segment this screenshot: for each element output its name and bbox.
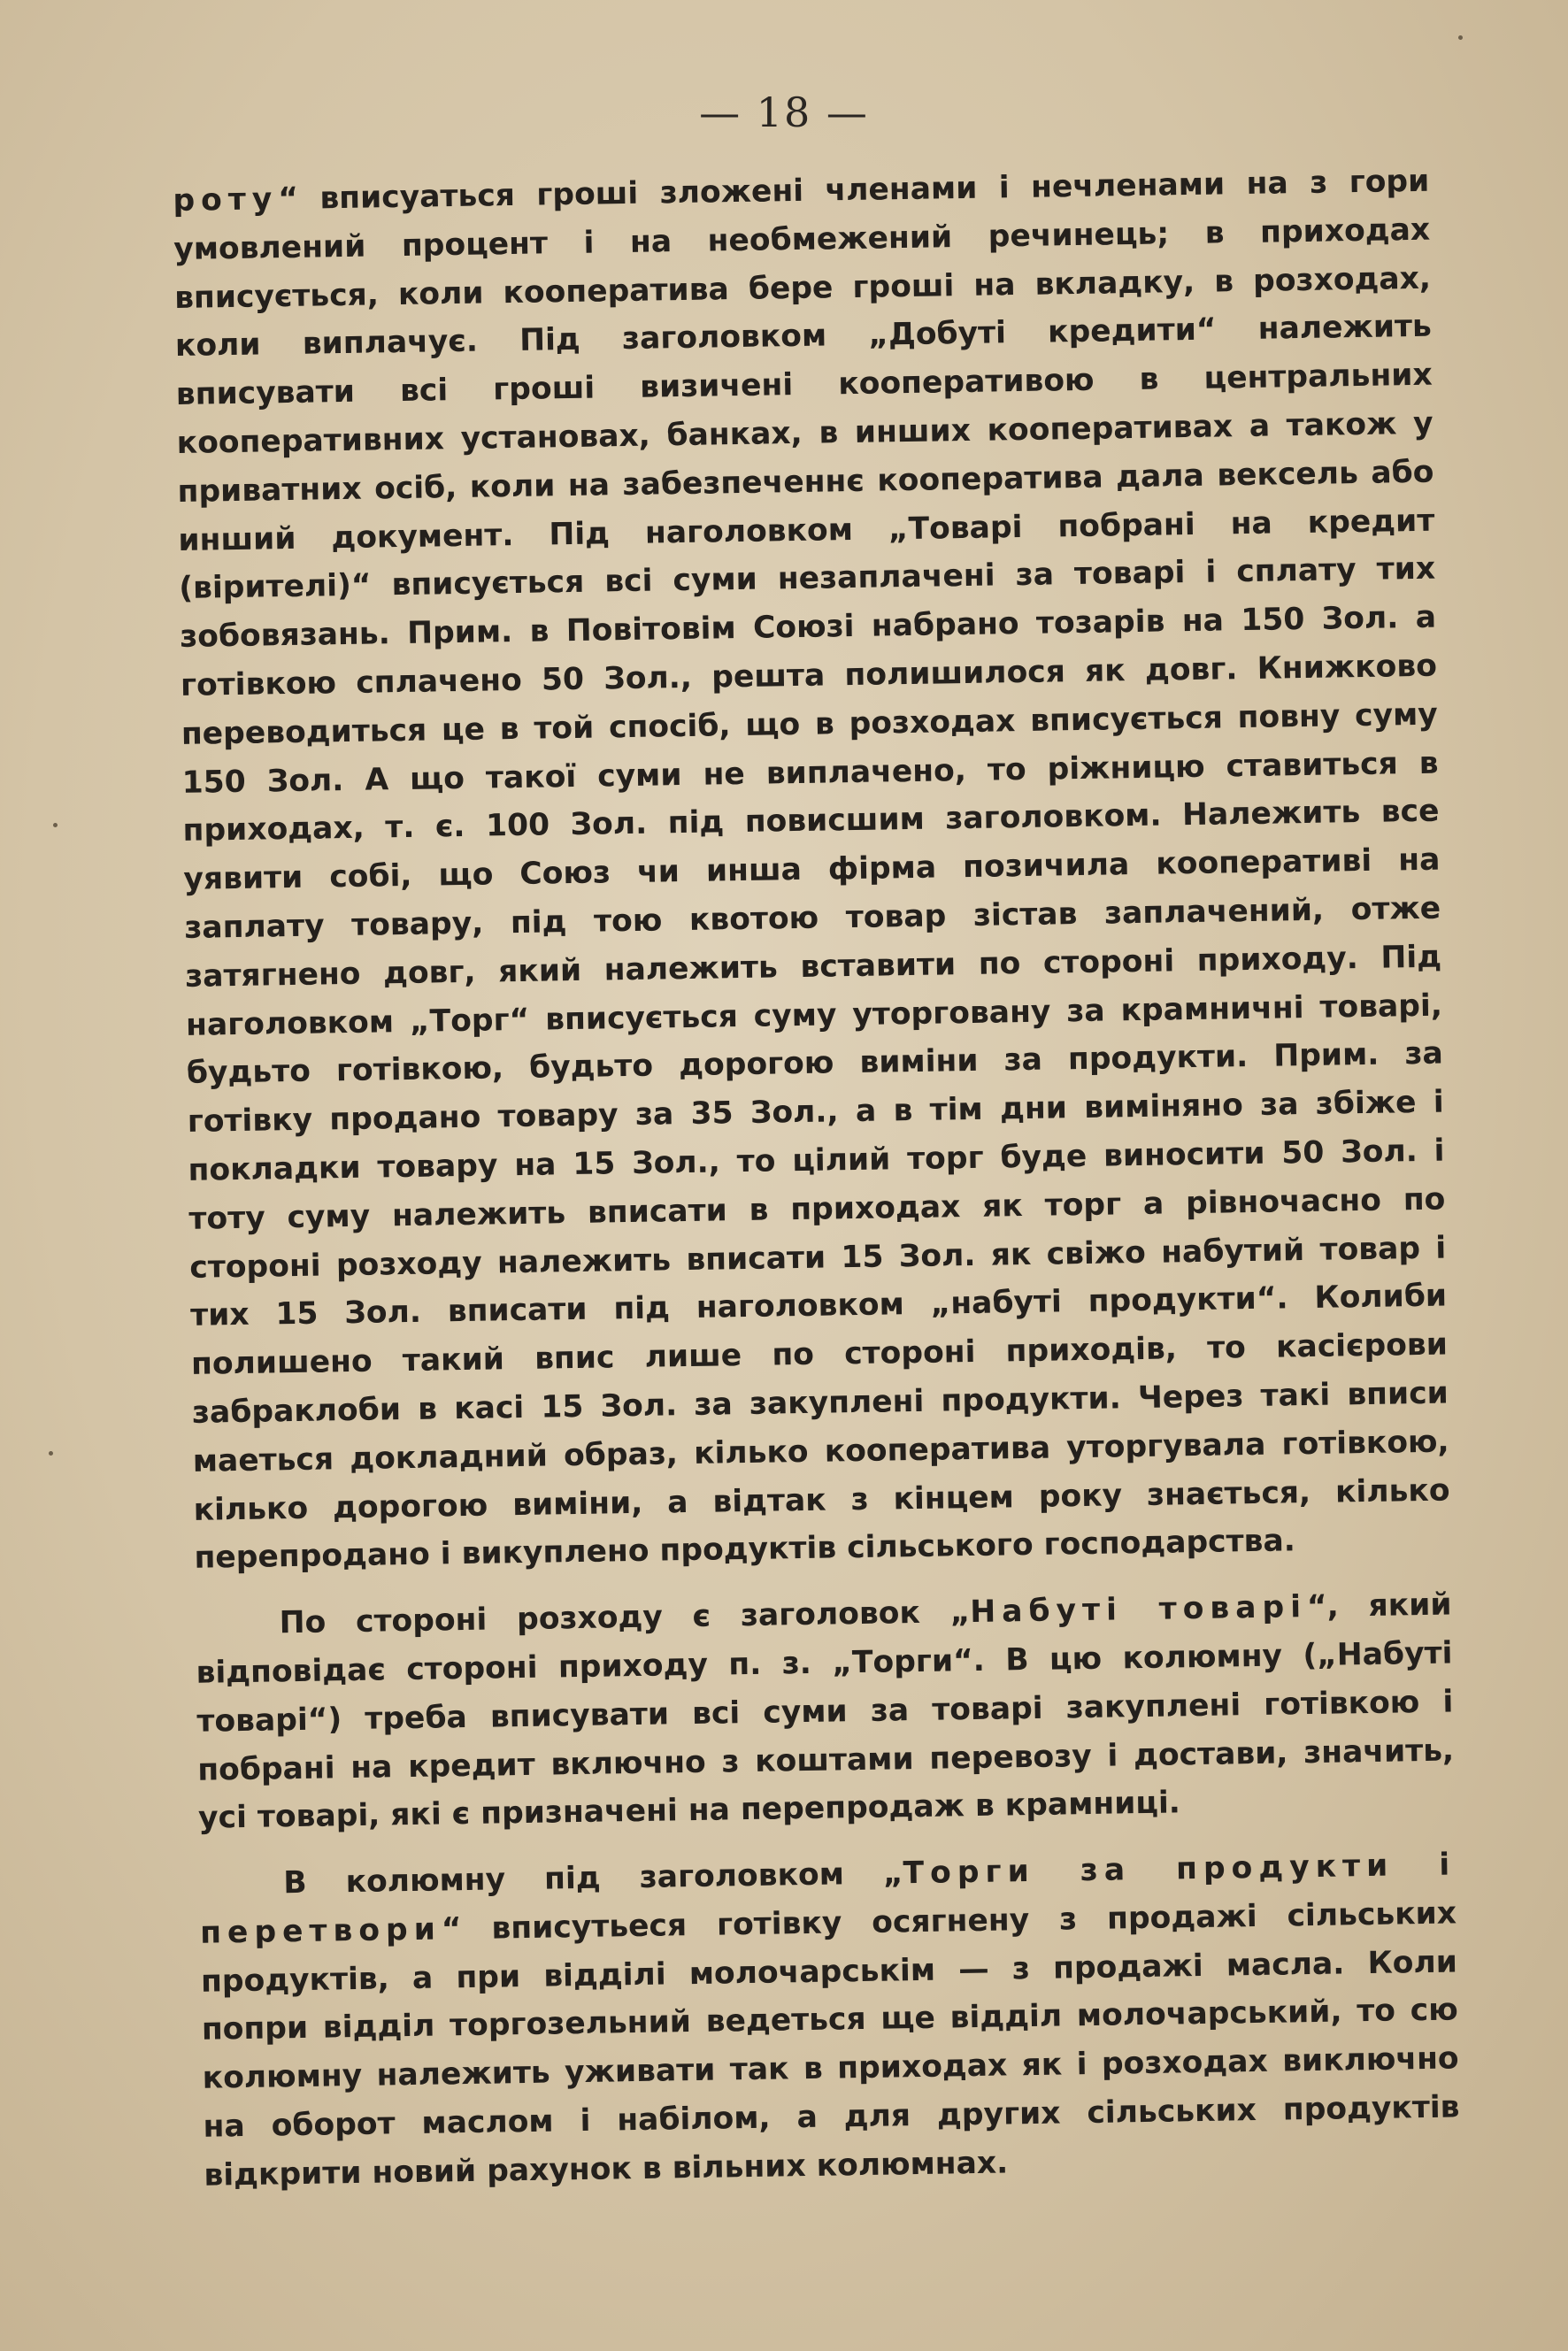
paragraph-3 <box>199 1841 1461 2201</box>
paragraph-2 <box>195 1581 1455 1843</box>
paragraph-text: “, який відповідає стороні приходу п. з. „Торги“. В цю колюмну („Набуті товарі“) треба вписувати всі суми за товарі закуплені готівкою і побрані на кредит включно з коштами перевозу і достави, значить, усі товарі, які є призначені на перепродаж в крамниці. <box>196 1587 1455 1837</box>
paper-speck <box>49 1451 53 1456</box>
paragraph-text: “ вписутьеся готівку осягнену з продажі сільських продуктів, а при відділі молочарськім — з продажі масла. Коли попри відділ торгозельний ведеться ще відділ молочарський, то сю колюмну належить уживати так в приходах як і розходах виключно на оборот маслом і набілом, а для других сільських продуктів відкрити новий рахунок в вільних колюмнах. <box>200 1895 1460 2193</box>
paragraph-1 <box>173 158 1451 1583</box>
body-text <box>173 158 1461 2218</box>
spaced-term: Набуті товарі <box>970 1589 1308 1631</box>
paper-speck <box>1458 35 1463 40</box>
paper-speck <box>53 823 58 827</box>
spaced-term: роту <box>173 181 279 219</box>
paragraph-text: “ вписуаться гроші зложені членами і нечленами на з гори умовлений процент і на необмежений речинець; в приходах вписується, коли кооператива бере гроші на вкладку, в розходах, коли виплачує. Під заголовком „Добуті кредити“ належить вписувати всі гроші визичені кооперативою в центральних кооперативних установах, банках, в инших кооперативах а також у приватних осіб, коли на забезпеченнє кооператива дала вексель або инший документ. Під наголовком „Товарі побрані на кредит (вірителі)“ вписується всі суми незаплачені за товарі і сплату тих зобовязань. Прим. в Повітовім Союзі набрано тозарів на 150 Зол. а готівкою сплачено 50 Зол., решта полишилося як довг. Книжково переводиться це в той спосіб, що в розходах вписується повну суму 150 Зол. А що такої суми не виплачено, то ріжницю ставиться в приходах, т. є. 100 Зол. під повисшим заголовком. Належить все уявити собі, що Союз чи инша фірма позичила кооперативі на заплату товару, під тою квотою товар зістав заплачений, отже затягнено довг, який належить вставити по стороні приходу. Під наголовком „Торг“ вписується суму уторговану за крамничні товарі, будьто готівкою, будьто дорогою виміни за продукти. Прим. за готівку продано товару за 35 Зол., а в тім дни виміняно за збіже і покладки товару на 15 Зол., то цілий торг буде виносити 50 Зол. і тоту суму належить вписати в приходах як торг а рівночасно по стороні розходу належить вписати 15 Зол. як свіжо набутий товар і тих 15 Зол. вписати під наголовком „набуті продукти“. Колиби полишено такий впис лише по стороні приходів, то касієрови забраклоби в касі 15 Зол. за закуплені продукти. Через такі вписи маеться докладний образ, кілько кооператива уторгувала готівкою, кілько дорогою виміни, а відтак з кінцем року знається, кілько перепродано і викуплено продуктів сільського господарства. <box>173 163 1450 1577</box>
paragraph-text: В колюмну під заголовком „ <box>282 1855 903 1902</box>
page-number: — 18 — <box>699 88 869 136</box>
spaced-term: Торги за продукти і перетвори <box>199 1847 1457 1951</box>
paragraph-text: По стороні розходу є заголовок „ <box>279 1594 971 1641</box>
